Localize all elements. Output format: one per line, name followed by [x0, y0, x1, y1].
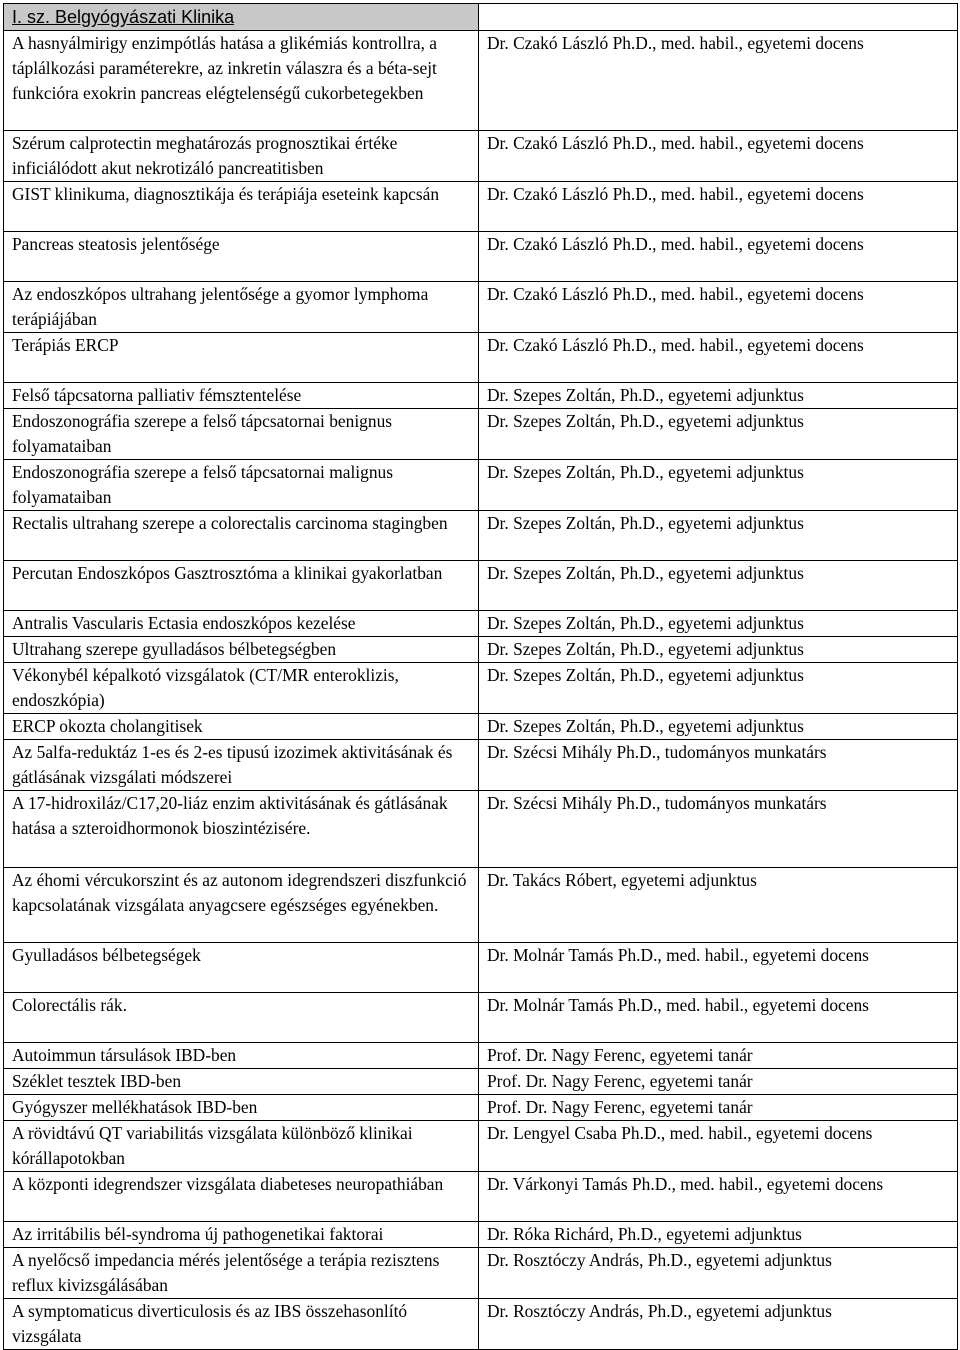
topic-cell: A nyelőcső impedancia mérés jelentősége a terápia rezisztens reflux kivizsgálásában: [4, 1248, 479, 1299]
topic-cell: Gyógyszer mellékhatások IBD-ben: [4, 1095, 479, 1121]
supervisor-cell: Dr. Szepes Zoltán, Ph.D., egyetemi adjunktus: [479, 663, 958, 714]
table-row: [4, 383, 958, 409]
table-row: [4, 182, 958, 232]
topic-cell: A 17-hidroxiláz/C17,20-liáz enzim aktivitásának és gátlásának hatása a szteroidhormonok bioszintézisére.: [4, 791, 479, 868]
supervisor-cell: Dr. Szepes Zoltán, Ph.D., egyetemi adjunktus: [479, 611, 958, 637]
topic-cell: Ultrahang szerepe gyulladásos bélbetegségben: [4, 637, 479, 663]
supervisor-cell: Dr. Molnár Tamás Ph.D., med. habil., egyetemi docens: [479, 993, 958, 1043]
topic-cell: ERCP okozta cholangitisek: [4, 714, 479, 740]
supervisor-cell: Dr. Czakó László Ph.D., med. habil., egyetemi docens: [479, 182, 958, 232]
supervisor-cell: Dr. Czakó László Ph.D., med. habil., egyetemi docens: [479, 333, 958, 383]
supervisor-cell: Dr. Szepes Zoltán, Ph.D., egyetemi adjunktus: [479, 409, 958, 460]
topic-cell: Szérum calprotectin meghatározás prognosztikai értéke inficiálódott akut nekrotizáló pancreatitisben: [4, 131, 479, 182]
supervisor-cell: Prof. Dr. Nagy Ferenc, egyetemi tanár: [479, 1069, 958, 1095]
topic-cell: A hasnyálmirigy enzimpótlás hatása a glikémiás kontrollra, a táplálkozási paraméterekre, az inkretin válaszra és a béta-sejt funkcióra exokrin pancreas elégtelenségű cukorbetegekben: [4, 31, 479, 131]
table-row: [4, 943, 958, 993]
section-title-cell: [4, 4, 479, 31]
table-row: [4, 131, 958, 182]
table-row: [4, 791, 958, 868]
supervisor-cell: Dr. Czakó László Ph.D., med. habil., egyetemi docens: [479, 31, 958, 131]
topic-cell: Az 5alfa-reduktáz 1-es és 2-es tipusú izozimek aktivitásának és gátlásának vizsgálati módszerei: [4, 740, 479, 791]
table-row: [4, 1043, 958, 1069]
table-row: [4, 1248, 958, 1299]
table-row: [4, 1172, 958, 1222]
supervisor-cell: Dr. Szepes Zoltán, Ph.D., egyetemi adjunktus: [479, 561, 958, 611]
supervisor-cell: Dr. Rosztóczy András, Ph.D., egyetemi adjunktus: [479, 1299, 958, 1350]
table-row: [4, 1121, 958, 1172]
topic-cell: Endoszonográfia szerepe a felső tápcsatornai benignus folyamataiban: [4, 409, 479, 460]
topic-cell: Vékonybél képalkotó vizsgálatok (CT/MR enteroklizis, endoszkópia): [4, 663, 479, 714]
supervisor-cell: Dr. Szepes Zoltán, Ph.D., egyetemi adjunktus: [479, 637, 958, 663]
table-row: [4, 611, 958, 637]
section-header-empty-cell: [479, 4, 958, 31]
supervisor-cell: Dr. Szepes Zoltán, Ph.D., egyetemi adjunktus: [479, 511, 958, 561]
table-row: [4, 1095, 958, 1121]
supervisor-cell: Dr. Szepes Zoltán, Ph.D., egyetemi adjunktus: [479, 460, 958, 511]
topic-cell: Rectalis ultrahang szerepe a colorectalis carcinoma stagingben: [4, 511, 479, 561]
table-row: [4, 1299, 958, 1350]
supervisor-cell: Dr. Szécsi Mihály Ph.D., tudományos munkatárs: [479, 740, 958, 791]
supervisor-cell: Dr. Szepes Zoltán, Ph.D., egyetemi adjunktus: [479, 383, 958, 409]
table-row: [4, 868, 958, 943]
supervisor-cell: Prof. Dr. Nagy Ferenc, egyetemi tanár: [479, 1043, 958, 1069]
topic-cell: Antralis Vascularis Ectasia endoszkópos kezelése: [4, 611, 479, 637]
table-row: [4, 232, 958, 282]
table-row: [4, 460, 958, 511]
topic-cell: Az éhomi vércukorszint és az autonom idegrendszeri diszfunkció kapcsolatának vizsgálata anyagcsere egészséges egyénekben.: [4, 868, 479, 943]
table-row: [4, 637, 958, 663]
supervisor-cell: Dr. Czakó László Ph.D., med. habil., egyetemi docens: [479, 232, 958, 282]
topic-cell: Felső tápcsatorna palliativ fémsztentelése: [4, 383, 479, 409]
topic-cell: Az endoszkópos ultrahang jelentősége a gyomor lymphoma terápiájában: [4, 282, 479, 333]
topic-cell: GIST klinikuma, diagnosztikája és terápiája eseteink kapcsán: [4, 182, 479, 232]
table-row: [4, 561, 958, 611]
supervisor-cell: Dr. Rosztóczy András, Ph.D., egyetemi adjunktus: [479, 1248, 958, 1299]
topic-cell: Autoimmun társulások IBD-ben: [4, 1043, 479, 1069]
supervisor-cell: Dr. Takács Róbert, egyetemi adjunktus: [479, 868, 958, 943]
table-row: [4, 993, 958, 1043]
table-row: [4, 740, 958, 791]
supervisor-cell: Dr. Várkonyi Tamás Ph.D., med. habil., egyetemi docens: [479, 1172, 958, 1222]
topic-cell: Pancreas steatosis jelentősége: [4, 232, 479, 282]
table-row: [4, 333, 958, 383]
supervisor-cell: Dr. Czakó László Ph.D., med. habil., egyetemi docens: [479, 282, 958, 333]
topic-cell: Terápiás ERCP: [4, 333, 479, 383]
section-title: I. sz. Belgyógyászati Klinika: [12, 7, 235, 27]
supervisor-cell: Dr. Czakó László Ph.D., med. habil., egyetemi docens: [479, 131, 958, 182]
topic-cell: Endoszonográfia szerepe a felső tápcsatornai malignus folyamataiban: [4, 460, 479, 511]
table-row: [4, 31, 958, 131]
supervisor-cell: Prof. Dr. Nagy Ferenc, egyetemi tanár: [479, 1095, 958, 1121]
topic-cell: Gyulladásos bélbetegségek: [4, 943, 479, 993]
topic-cell: Colorectális rák.: [4, 993, 479, 1043]
table-row: [4, 1069, 958, 1095]
table-row: [4, 714, 958, 740]
table-row: [4, 511, 958, 561]
supervisor-cell: Dr. Lengyel Csaba Ph.D., med. habil., egyetemi docens: [479, 1121, 958, 1172]
topic-cell: A rövidtávú QT variabilitás vizsgálata különböző klinikai kórállapotokban: [4, 1121, 479, 1172]
topic-cell: Az irritábilis bél-syndroma új pathogenetikai faktorai: [4, 1222, 479, 1248]
supervisor-cell: Dr. Róka Richárd, Ph.D., egyetemi adjunktus: [479, 1222, 958, 1248]
table-row: [4, 1222, 958, 1248]
topic-cell: A központi idegrendszer vizsgálata diabeteses neuropathiában: [4, 1172, 479, 1222]
supervisor-cell: Dr. Szepes Zoltán, Ph.D., egyetemi adjunktus: [479, 714, 958, 740]
table-row: [4, 409, 958, 460]
table-row: [4, 282, 958, 333]
topic-cell: A symptomaticus diverticulosis és az IBS összehasonlító vizsgálata: [4, 1299, 479, 1350]
topic-cell: Széklet tesztek IBD-ben: [4, 1069, 479, 1095]
section-header-row: [4, 4, 958, 31]
thesis-topics-table: [3, 3, 958, 1350]
supervisor-cell: Dr. Molnár Tamás Ph.D., med. habil., egyetemi docens: [479, 943, 958, 993]
topic-cell: Percutan Endoszkópos Gasztrosztóma a klinikai gyakorlatban: [4, 561, 479, 611]
supervisor-cell: Dr. Szécsi Mihály Ph.D., tudományos munkatárs: [479, 791, 958, 868]
table-row: [4, 663, 958, 714]
